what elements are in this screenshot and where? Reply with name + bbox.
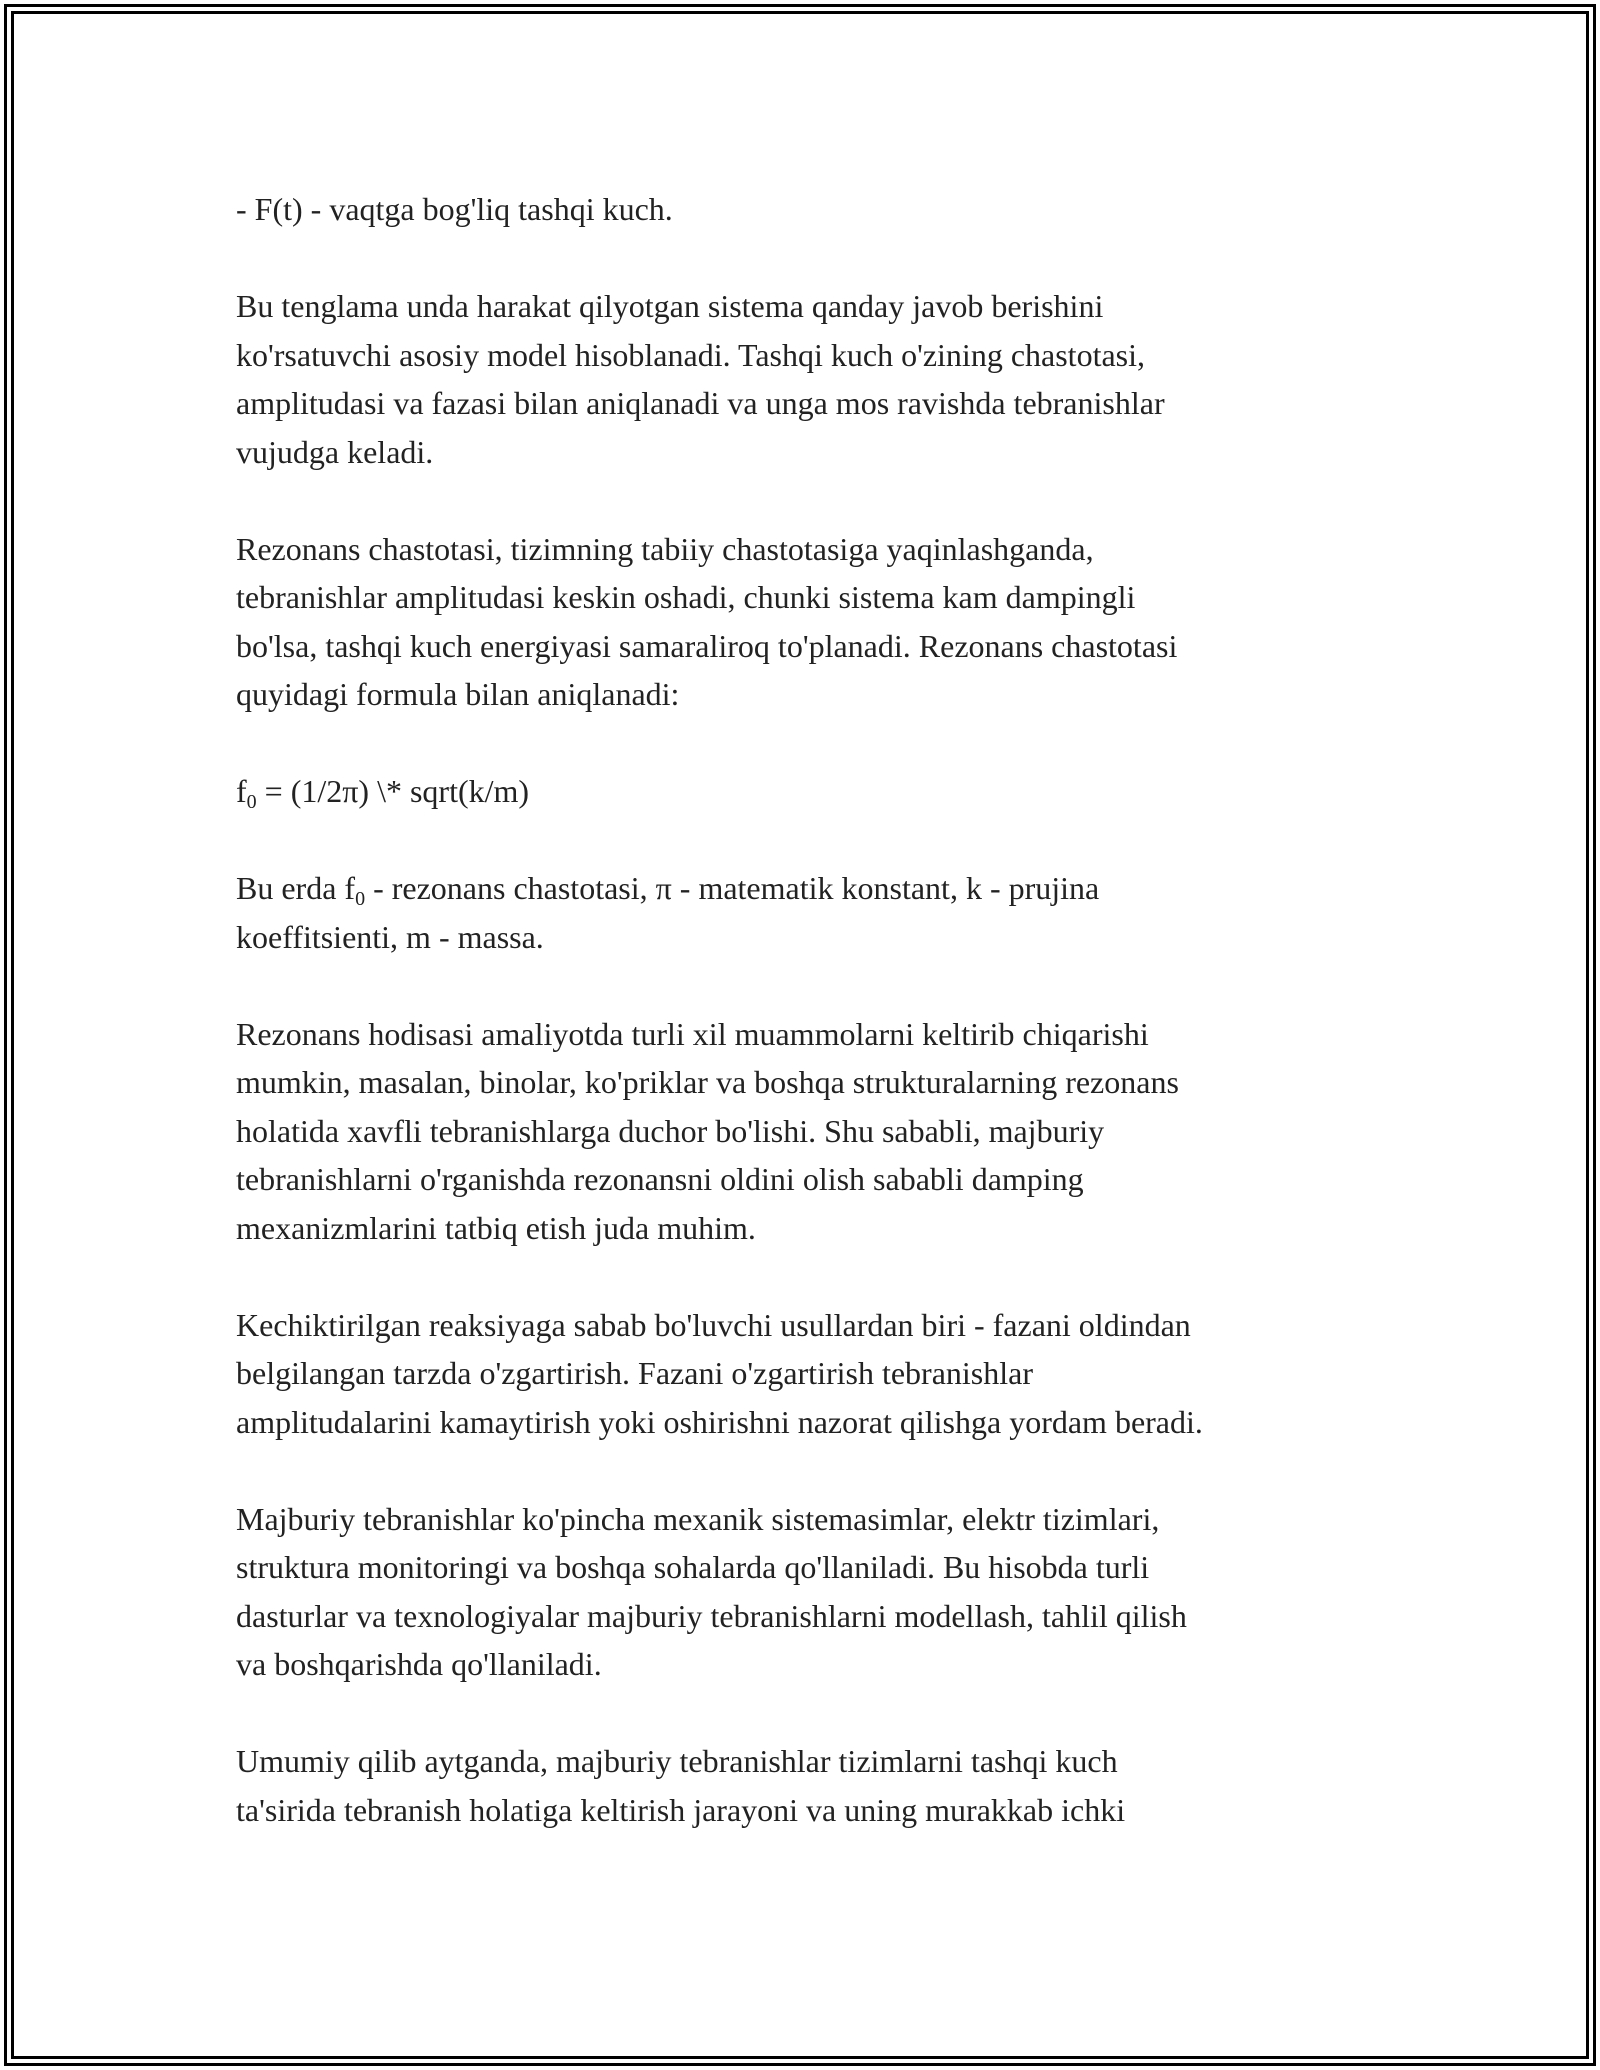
text-line: mumkin, masalan, binolar, ko'priklar va boshqa strukturalarning rezonans xyxy=(236,1064,1179,1100)
text-line: Majburiy tebranishlar ko'pincha mexanik sistemasimlar, elektr tizimlari, xyxy=(236,1500,1160,1537)
text-line: bo'lsa, tashqi kuch energiyasi samaraliroq to'planadi. Rezonans chastotasi xyxy=(236,627,1178,664)
formula-expression: = (1/2π) \* sqrt(k/m) xyxy=(256,773,530,809)
text-line: Rezonans chastotasi, tizimning tabiiy chastotasiga yaqinlashganda, xyxy=(236,530,1094,567)
text-line: Kechiktirilgan reaksiyaga sabab bo'luvchi usullardan biri - fazani oldindan xyxy=(236,1306,1191,1343)
text-line: Bu tenglama unda harakat qilyotgan sistema qanday javob berishini xyxy=(236,288,1104,324)
text-line: holatida xavfli tebranishlarga duchor bo'lishi. Shu sababli, majburiy xyxy=(236,1112,1105,1149)
formula-subscript: 0 xyxy=(246,791,257,813)
text-line: amplitudasi va fazasi bilan aniqlanadi va unga mos ravishda tebranishlar xyxy=(236,385,1165,421)
paragraph xyxy=(236,1010,1356,1253)
text-line: ta'sirida tebranish holatiga keltirish jarayoni va uning murakkab ichki xyxy=(236,1791,1126,1828)
text-line: struktura monitoringi va boshqa sohalarda qo'llaniladi. Bu hisobda turli xyxy=(236,1549,1150,1585)
text-line: Umumiy qilib aytganda, majburiy tebranishlar tizimlarni tashqi kuch xyxy=(236,1743,1118,1779)
definition-text-rest: - rezonans chastotasi, π - matematik konstant, k - prujina xyxy=(365,870,1100,906)
paragraph xyxy=(236,1737,1356,1834)
paragraph xyxy=(236,525,1356,719)
text-line: - F(t) - vaqtga bog'liq tashqi kuch. xyxy=(236,191,673,227)
text-line: quyidagi formula bilan aniqlanadi: xyxy=(236,676,680,712)
paragraph xyxy=(236,1495,1356,1689)
paragraph xyxy=(236,282,1356,476)
document-body xyxy=(236,185,1356,1834)
definition-line-2: koeffitsienti, m - massa. xyxy=(236,918,544,955)
text-line: vujudga keladi. xyxy=(236,433,434,470)
paragraphs-before-formula xyxy=(236,185,1356,719)
paragraph xyxy=(236,1301,1356,1447)
definition-paragraph xyxy=(236,864,1356,961)
formula-symbol: f xyxy=(236,773,247,809)
paragraph xyxy=(236,185,1356,234)
paragraphs-after-formula xyxy=(236,1010,1356,1835)
text-line: va boshqarishda qo'llaniladi. xyxy=(236,1646,602,1682)
text-line: tebranishlarni o'rganishda rezonansni oldini olish sababli damping xyxy=(236,1161,1084,1197)
text-line: dasturlar va texnologiyalar majburiy tebranishlarni modellash, tahlil qilish xyxy=(236,1597,1187,1634)
text-line: mexanizmlarini tatbiq etish juda muhim. xyxy=(236,1209,756,1246)
definition-text-start: Bu erda f xyxy=(236,870,356,906)
text-line: Rezonans hodisasi amaliyotda turli xil muammolarni keltirib chiqarishi xyxy=(236,1015,1149,1052)
formula xyxy=(236,767,1356,816)
text-line: amplitudalarini kamaytirish yoki oshirishni nazorat qilishga yordam beradi. xyxy=(236,1403,1203,1440)
definition-subscript: 0 xyxy=(355,888,366,910)
text-line: ko'rsatuvchi asosiy model hisoblanadi. Tashqi kuch o'zining chastotasi, xyxy=(236,336,1145,373)
text-line: belgilangan tarzda o'zgartirish. Fazani o'zgartirish tebranishlar xyxy=(236,1355,1033,1391)
text-line: tebranishlar amplitudasi keskin oshadi, chunki sistema kam dampingli xyxy=(236,579,1136,615)
